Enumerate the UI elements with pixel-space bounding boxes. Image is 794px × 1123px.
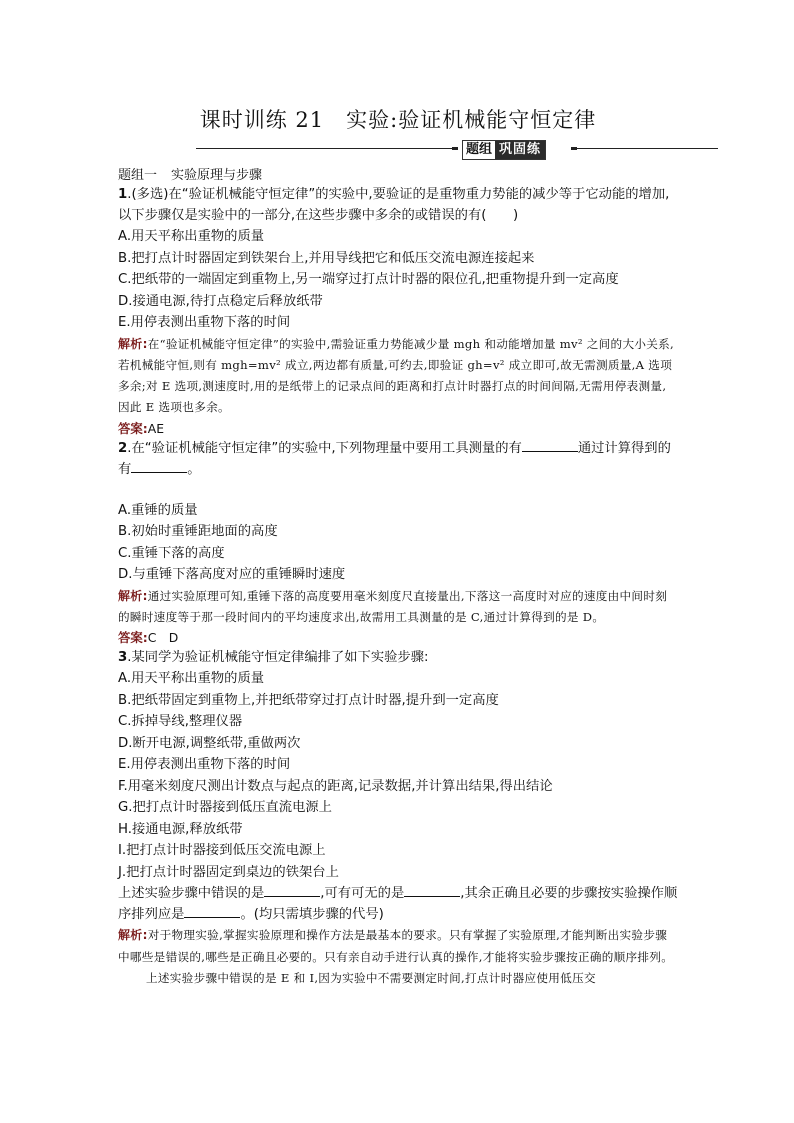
q3-option-c: C.拆掉导线,整理仪器 (118, 714, 243, 730)
q2-option-a: A.重锤的质量 (118, 502, 198, 518)
banner-badge (462, 140, 546, 160)
page (118, 100, 678, 989)
answer-label: 答案: (118, 420, 148, 436)
q1-option-d: D.接通电源,待打点稳定后释放纸带 (118, 293, 323, 309)
analysis-label: 解析: (118, 928, 148, 943)
q2-option-b: B.初始时重锤距地面的高度 (118, 524, 278, 540)
q3-option-h: H.接通电源,释放纸带 (118, 821, 243, 837)
question-number: 2 (118, 440, 128, 456)
q1-option-b: B.把打点计时器固定到铁架台上,并用导线把它和低压交流电源连接起来 (118, 250, 535, 266)
analysis-text: 通过实验原理可知,重锤下落的高度要用毫米刻度尺直接量出,下落这一高度时对应的速度由中间时刻的瞬时速度等于那一段时间内的平均速度求出,故需用工具测量的是 C,通过计算得到的是 D。 (118, 588, 668, 624)
answer-blank[interactable] (131, 460, 187, 473)
prompt-d: 。(均只需填步骤的代号) (240, 907, 384, 923)
q3-fill-prompt (118, 883, 678, 925)
q3-option-b: B.把纸带固定到重物上,并把纸带穿过打点计时器,提升到一定高度 (118, 692, 499, 708)
q3-option-g: G.把打点计时器接到低压直流电源上 (118, 800, 332, 816)
prompt-b: ,可有可无的是 (320, 886, 405, 902)
q1-option-a: A.用天平称出重物的质量 (118, 229, 265, 244)
q2-option-d: D.与重锤下落高度对应的重锤瞬时速度 (118, 567, 346, 583)
banner-tag: 巩固练 (495, 141, 545, 159)
question-text: .(多选)在“验证机械能守恒定律”的实验中,要验证的是重物重力势能的减少等于它动能的增加,以下步骤仅是实验中的一部分,在这些步骤中多余的或错误的有( ) (118, 187, 670, 223)
question-text-a: .在“验证机械能守恒定律”的实验中,下列物理量中要用工具测量的有 (127, 440, 522, 456)
q3-option-d: D.断开电源,调整纸带,重做两次 (118, 735, 301, 751)
banner-rule-left (196, 148, 458, 149)
spacer (118, 480, 678, 500)
q1-answer (118, 419, 678, 438)
answer-text: C D (147, 630, 179, 646)
group-name: 实验原理与步骤 (171, 168, 263, 183)
answer-blank[interactable] (184, 905, 240, 918)
analysis-text: 对于物理实验,掌握实验原理和操作方法是最基本的要求。只有掌握了实验原理,才能判断出实验步骤中哪些是错误的,哪些是正确且必要的。只有亲自动手进行认真的操作,才能将实验步骤按正确的顺序排列。 (118, 928, 674, 964)
question-text-b: 通过计算得到的有 (118, 440, 671, 477)
analysis-label: 解析: (118, 588, 148, 603)
page-title: 课时训练 21 实验:验证机械能守恒定律 (199, 108, 597, 132)
banner-label: 题组 (463, 141, 495, 159)
prompt-c: ,其余正确且必要的步骤按实验操作顺序排列应是 (118, 886, 678, 923)
q3-option-j: J.把打点计时器固定到桌边的铁架台上 (118, 864, 339, 880)
answer-blank[interactable] (264, 884, 320, 897)
question-number: 3 (118, 650, 128, 666)
q3-option-e: E.用停表测出重物下落的时间 (118, 757, 291, 773)
q2-option-c: C.重锤下落的高度 (118, 545, 225, 561)
answer-label: 答案: (118, 630, 148, 646)
group-label: 题组一 (118, 168, 158, 183)
question-3 (118, 647, 678, 668)
answer-text: AE (147, 420, 165, 436)
answer-blank[interactable] (522, 439, 578, 452)
q3-option-a: A.用天平称出重物的质量 (118, 671, 265, 687)
question-2 (118, 438, 678, 480)
question-number: 1 (118, 187, 128, 202)
prompt-a: 上述实验步骤中错误的是 (118, 886, 265, 902)
q1-analysis (118, 334, 678, 419)
q3-option-i: I.把打点计时器接到低压交流电源上 (118, 843, 326, 859)
q3-analysis-continued: 上述实验步骤中错误的是 E 和 I,因为实验中不需要测定时间,打点计时器应使用低压交 (146, 970, 596, 985)
banner-rule-right (571, 148, 718, 149)
question-1 (118, 184, 678, 226)
q1-option-e: E.用停表测出重物下落的时间 (118, 315, 291, 330)
analysis-label: 解析: (118, 336, 148, 351)
group-heading (118, 164, 678, 183)
answer-blank[interactable] (404, 884, 460, 897)
q3-option-f: F.用毫米刻度尺测出计数点与起点的距离,记录数据,并计算出结果,得出结论 (118, 778, 553, 794)
q2-analysis (118, 586, 678, 629)
q1-option-c: C.把纸带的一端固定到重物上,另一端穿过打点计时器的限位孔,把重物提升到一定高度 (118, 272, 619, 287)
question-text: .某同学为验证机械能守恒定律编排了如下实验步骤: (127, 650, 429, 666)
section-banner (118, 140, 678, 160)
q2-answer (118, 628, 678, 647)
question-text-c: 。 (187, 461, 201, 477)
q3-analysis (118, 925, 678, 968)
analysis-text: 在“验证机械能守恒定律”的实验中,需验证重力势能减少量 mgh 和动能增加量 mv² 之间的大小关系,若机械能守恒,则有 mgh=mv² 成立,两边都有质量,可约去,即验证 gh=v² 成立即可,故无需测质量,A 选项多余;对 E 选项,测速度时,用的是纸带上的记录点间的距离和打点计时器打点的时间间隔,无需用停表测量,因此 E 选项也多余。 (118, 336, 675, 415)
